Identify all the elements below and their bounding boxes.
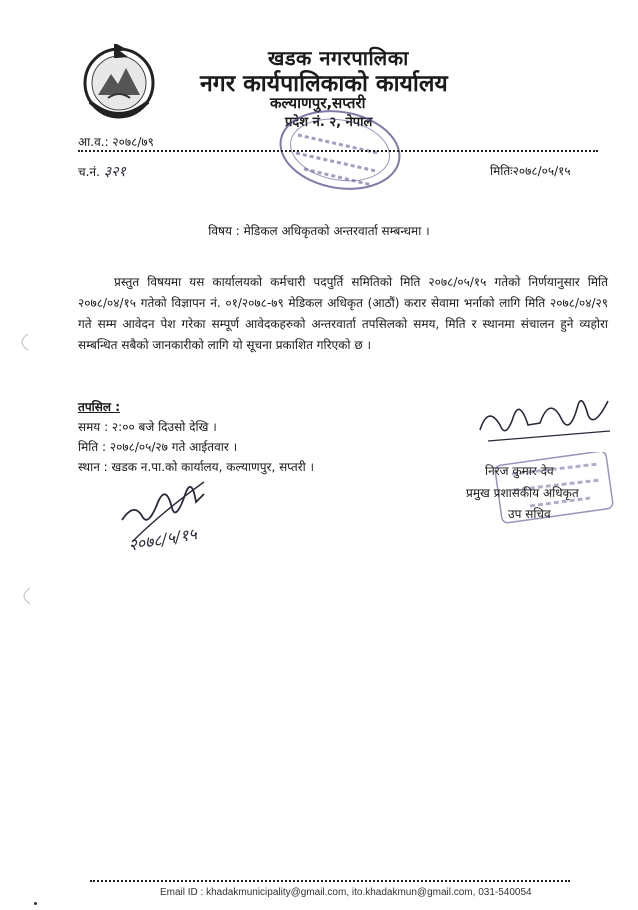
office-name: नगर कार्यपालिकाको कार्यालय (200, 71, 448, 97)
footer-divider (90, 880, 570, 882)
notice-body: प्रस्तुत विषयमा यस कार्यालयको कर्मचारी पदपुर्ति समितिको मिति २०७८/०५/१५ गतेको निर्णयानुसार मिति २०७८/०४/१५ गतेको विज्ञापन नं. ०१/२०७८-७९ मेडिकल अधिकृत (आठौं) करार सेवामा भर्नाको लागि मिति २०७८/०४/२९ गते सम्म आवेदन पेश गरेका सम्पूर्ण आवेदकहरुको अन्तरवार्ता तपसिलको समय, मिति र स्थानमा संचालन हुने व्यहोरा सम्बन्धित सबैको जानकारीको लागि यो सूचना प्रकाशित गरिएको छ । (78, 275, 608, 352)
subject-line: विषय : मेडिकल अधिकृतको अन्तरवार्ता सम्बन्धमा । (208, 224, 430, 238)
office-seal-stamp (268, 105, 408, 200)
annex-time: समय : २:०० बजे दिउसो देखि । (78, 420, 217, 434)
fiscal-year: आ.व.: २०७८/७९ (78, 135, 154, 149)
government-emblem-logo (78, 40, 160, 122)
scan-speck (34, 902, 37, 905)
office-location: कल्याणपुर,सप्तरी (270, 94, 366, 112)
province: प्रदेश नं. २, नेपाल (285, 115, 373, 130)
annex-date: मिति : २०७८/०५/२७ गते आईतवार । (78, 440, 238, 454)
org-name: खडक नगरपालिका (268, 46, 409, 70)
letter-date: मितिः२०७८/०५/१५ (490, 164, 571, 178)
officer-rank: उप सचिव (508, 507, 551, 521)
punch-hole-mark (14, 332, 34, 352)
handwritten-date: २०७८/५/१५ (126, 524, 199, 555)
officer-title: प्रमुख प्रशासकीय अधिकृत (466, 486, 579, 500)
reference-value: ३२१ (103, 164, 126, 180)
reference-number (78, 162, 126, 181)
punch-hole-mark (16, 586, 36, 606)
reference-label: च.नं. (78, 165, 100, 179)
annex-venue: स्थान : खडक न.पा.को कार्यालय, कल्याणपुर, सप्तरी । (78, 460, 315, 474)
footer-contact: Email ID : khadakmunicipality@gmail.com, ito.khadakmun@gmail.com, 031-540054 (160, 887, 532, 898)
header-divider (78, 150, 598, 152)
annex-title: तपसिल : (78, 400, 120, 414)
officer-signature (470, 385, 620, 455)
officer-name: निरज कुमार देव (485, 464, 554, 478)
